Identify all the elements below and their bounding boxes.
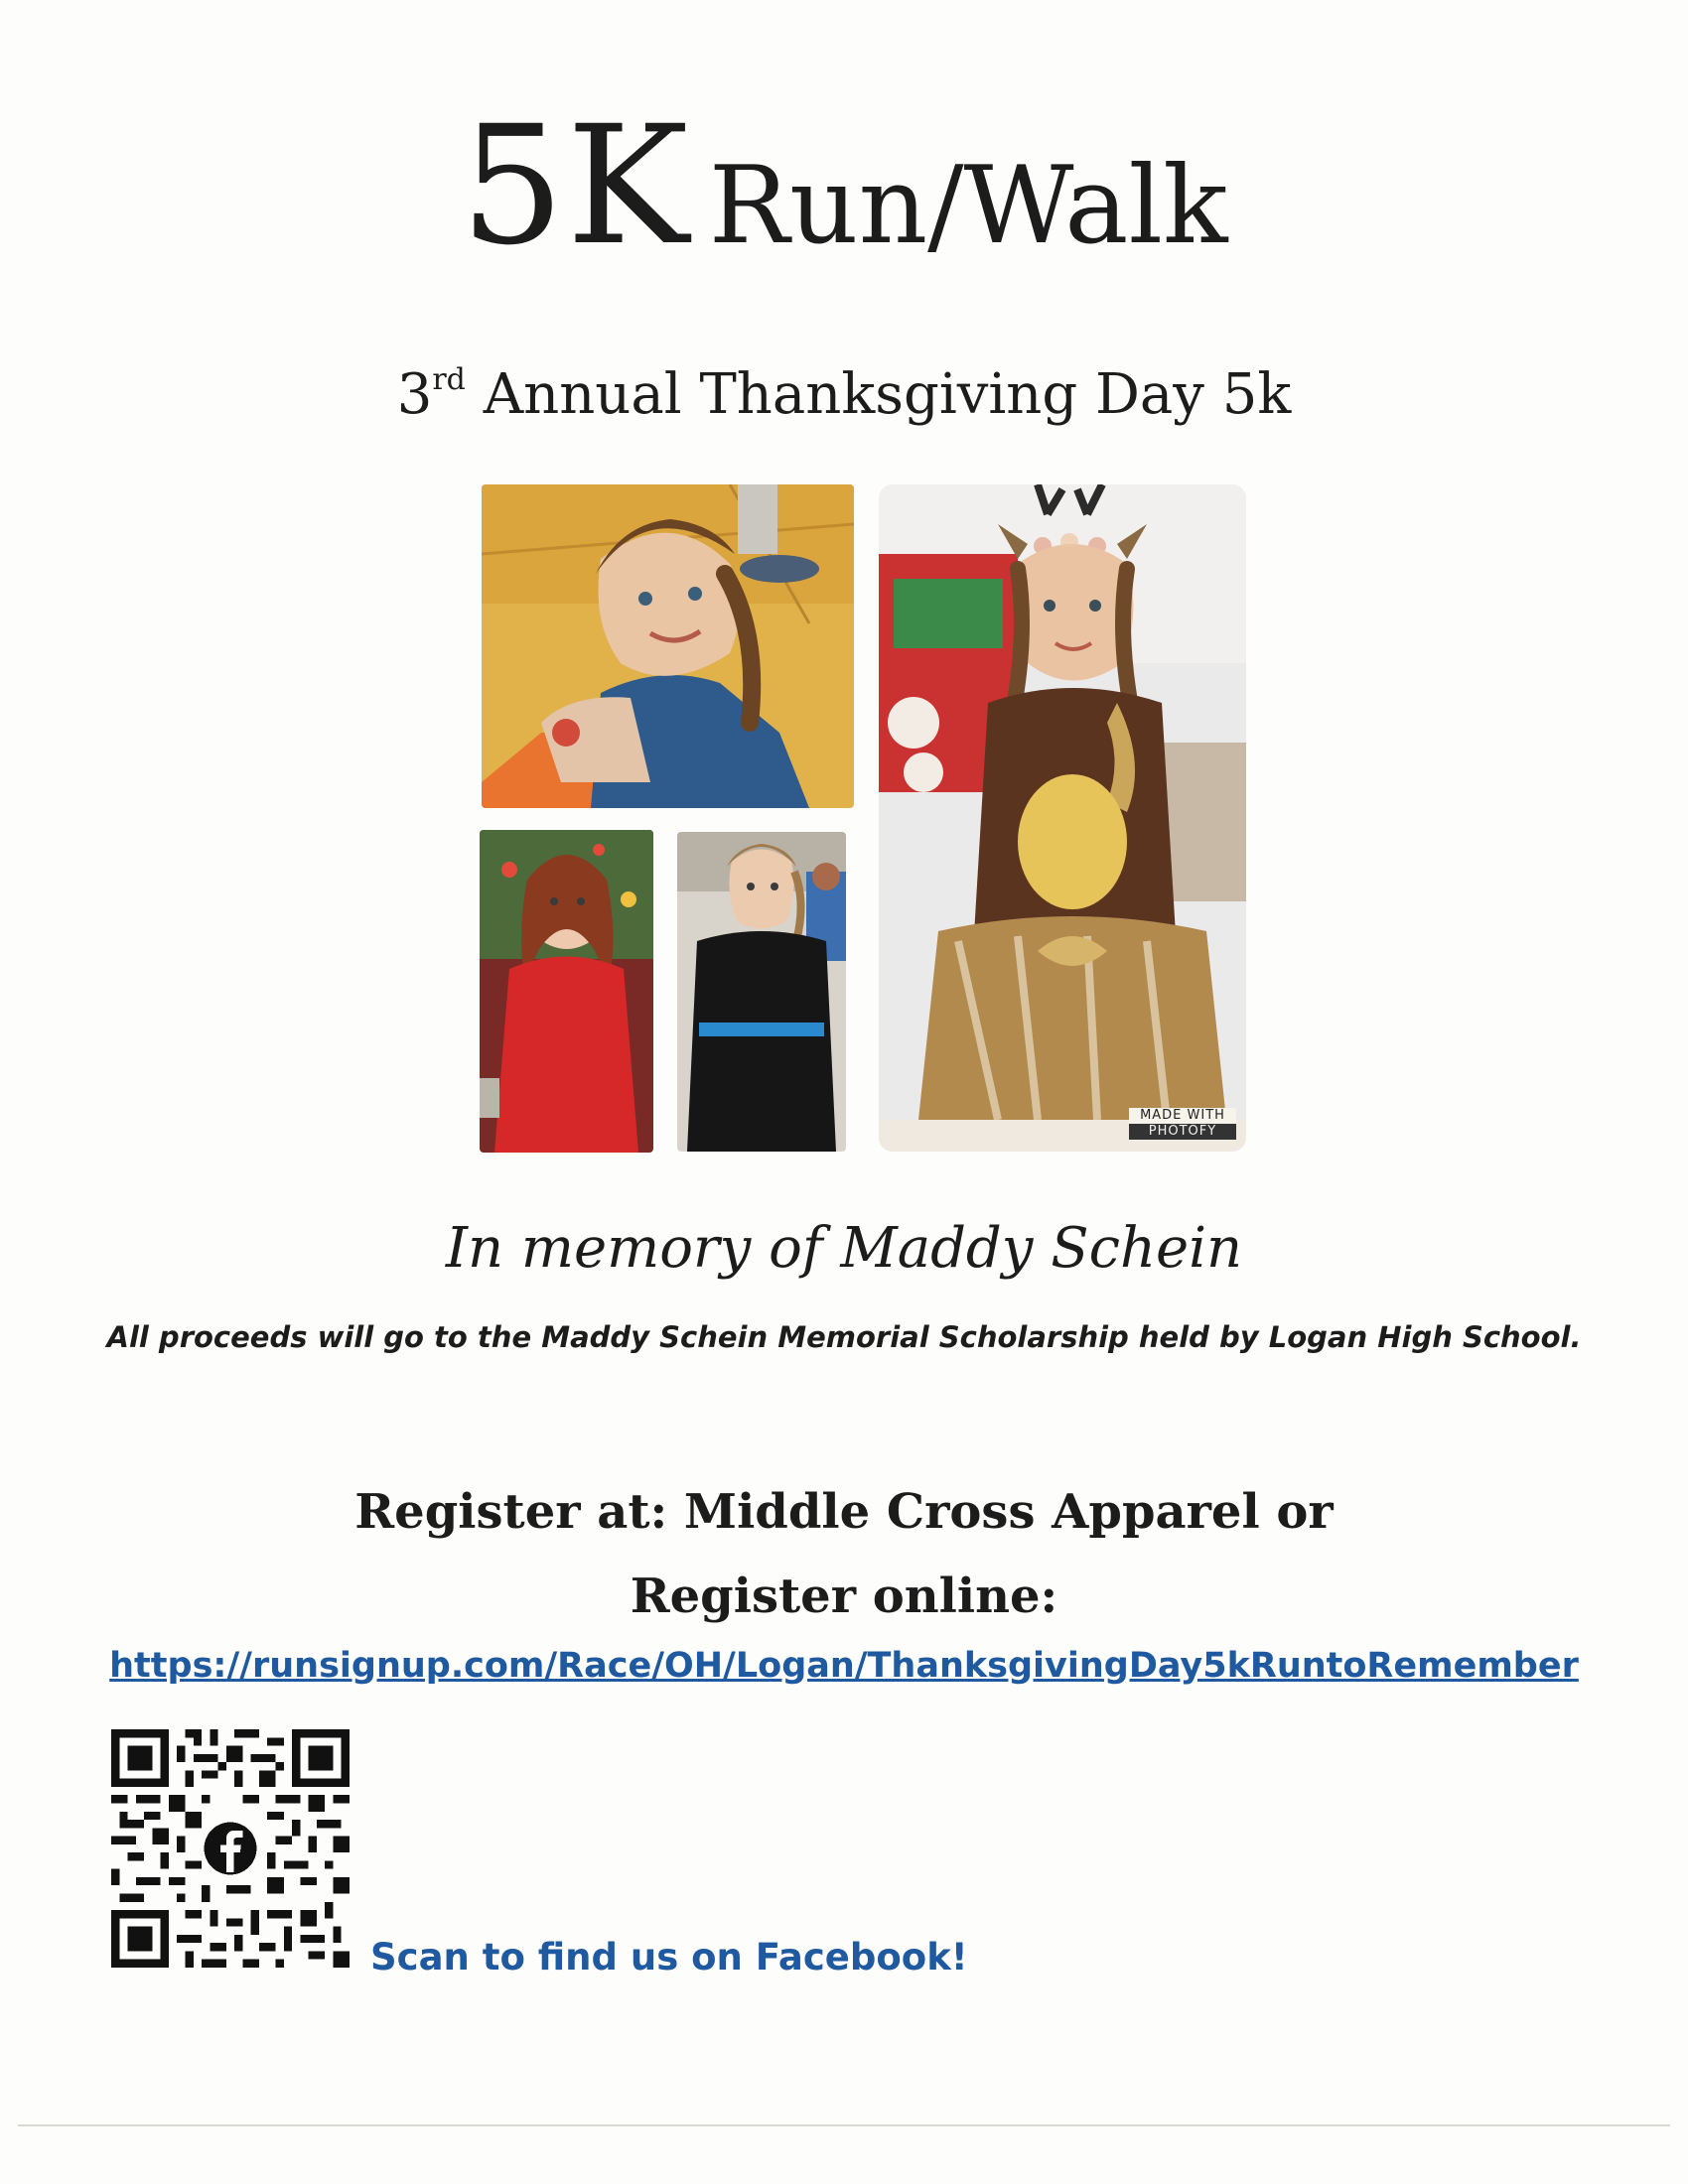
- event-subtitle: [0, 362, 1688, 427]
- register-online-label: Register online:: [630, 1569, 1058, 1624]
- memorial-heading: In memory of Maddy Schein: [445, 1216, 1243, 1281]
- register-location: Register at: Middle Cross Apparel or: [354, 1484, 1334, 1540]
- photo-red-dress: [480, 830, 653, 1153]
- photo-black-dress: [677, 832, 846, 1152]
- proceeds-note: All proceeds will go to the Maddy Schein Memorial Scholarship held by Logan High School.: [106, 1320, 1582, 1354]
- subtitle-text: Annual Thanksgiving Day 5k: [483, 362, 1292, 427]
- badge-line-1: MADE WITH: [1129, 1108, 1236, 1124]
- badge-line-2: PHOTOFY: [1129, 1124, 1236, 1140]
- photofy-badge: [1129, 1108, 1236, 1140]
- photo-reindeer-costume: [879, 484, 1246, 1152]
- subtitle-ordinal: 3: [396, 362, 433, 427]
- title-run-walk: Run/Walk: [708, 144, 1228, 268]
- photo-gym-floor: [482, 484, 854, 808]
- facebook-scan-prompt: Scan to find us on Facebook!: [370, 1936, 968, 1979]
- subtitle-suffix: rd: [432, 362, 466, 397]
- title-5k: 5K: [460, 90, 691, 281]
- facebook-qr-code[interactable]: [111, 1729, 350, 1968]
- page-title: [0, 90, 1688, 281]
- registration-link[interactable]: https://runsignup.com/Race/OH/Logan/ThanksgivingDay5kRuntoRemember: [109, 1646, 1579, 1686]
- page-divider: [18, 2124, 1670, 2126]
